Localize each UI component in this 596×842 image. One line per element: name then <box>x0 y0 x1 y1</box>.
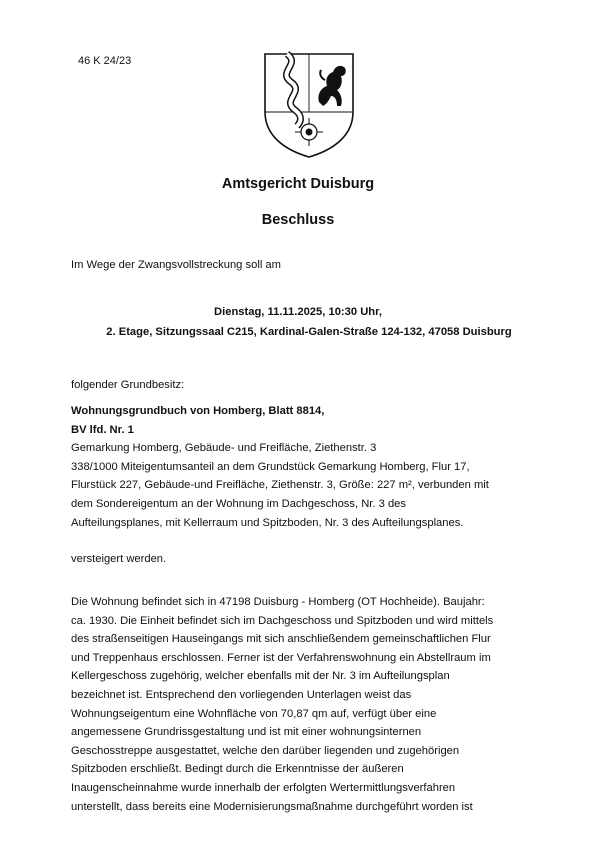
appointment-location: 2. Etage, Sitzungssaal C215, Kardinal-Galen-Straße 124-132, 47058 Duisburg <box>106 326 512 338</box>
description-line: unterstellt, dass bereits eine Modernisierungsmaßnahme durchgeführt worden ist <box>71 800 473 813</box>
document-title: Beschluss <box>261 212 335 228</box>
property-line: Flurstück 227, Gebäude-und Freifläche, Ziethenstr. 3, Größe: 227 m², verbunden mit <box>71 479 489 492</box>
description-line: Wohnungseigentum eine Wohnfläche von 70,87 qm auf, verfügt über eine <box>71 707 437 720</box>
intro-text: Im Wege der Zwangsvollstreckung soll am <box>71 259 281 271</box>
description-line: und Treppenhaus erschlossen. Ferner ist der Verfahrenswohnung ein Abstellraum im <box>71 651 491 664</box>
description-line: ca. 1930. Die Einheit befindet sich im Dachgeschoss und Spitzboden und wird mittels <box>71 614 494 627</box>
description-line: Spitzboden erschließt. Bedingt durch die Erkenntnisse der äußeren <box>71 763 404 776</box>
property-line: Gemarkung Homberg, Gebäude- und Freifläche, Ziethenstr. 3 <box>71 442 377 455</box>
following-text: folgender Grundbesitz: <box>71 379 185 391</box>
land-register: Wohnungsgrundbuch von Homberg, Blatt 8814, <box>71 405 325 417</box>
court-name: Amtsgericht Duisburg <box>221 176 375 192</box>
description-line: angemessene Grundrissgestaltung und ist mit einer wohnungsinternen <box>71 726 422 739</box>
description-line: Kellergeschoss zugehörig, welcher ebenfalls mit der Nr. 3 im Aufteilungsplan <box>71 670 450 683</box>
description-line: Geschosstreppe ausgestattet, welche den darüber liegenden und zugehörigen <box>71 744 460 757</box>
description-line: bezeichnet ist. Entsprechend den vorliegenden Unterlagen weist das <box>71 688 412 701</box>
description-line: Inaugenscheinnahme wurde innerhalb der erfolgten Wertermittlungsverfahren <box>71 781 456 794</box>
property-line: Aufteilungsplanes, mit Kellerraum und Spitzboden, Nr. 3 des Aufteilungsplanes. <box>71 516 464 529</box>
property-line: 338/1000 Miteigentumsanteil an dem Grundstück Gemarkung Homberg, Flur 17, <box>71 460 470 473</box>
description-line: des straßenseitigen Hauseingangs mit sich anschließendem gemeinschaftlichen Flur <box>71 633 491 646</box>
bv-number: BV lfd. Nr. 1 <box>71 423 134 436</box>
property-line: dem Sondereigentum an der Wohnung im Dachgeschoss, Nr. 3 des <box>71 497 406 510</box>
appointment-date: Dienstag, 11.11.2025, 10:30 Uhr, <box>214 306 382 318</box>
auction-note: versteigert werden. <box>71 553 167 565</box>
property-description <box>71 402 531 532</box>
description-line: Die Wohnung befindet sich in 47198 Duisburg - Homberg (OT Hochheide). Baujahr: <box>71 596 485 608</box>
object-description <box>71 593 531 816</box>
case-number: 46 K 24/23 <box>78 55 132 67</box>
nrw-coat-of-arms-icon <box>261 50 357 160</box>
